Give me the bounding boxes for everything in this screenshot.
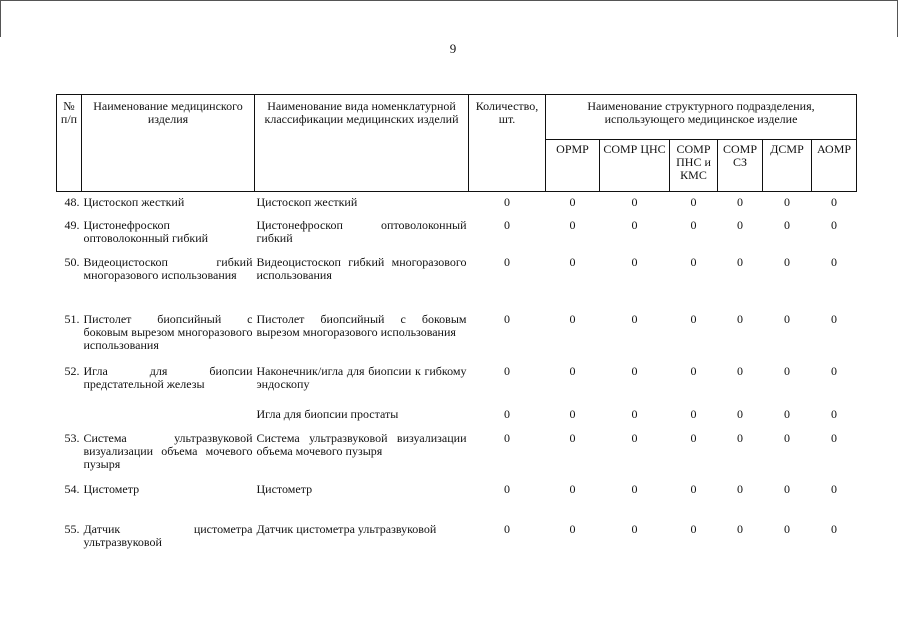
table-row [57,215,857,252]
nomenclature-name: Цистоскоп жесткий [256,195,358,209]
header-division: АОМР [812,140,857,192]
division-value: 0 [831,254,837,269]
row-number: 52. [64,363,80,378]
header-division: ОРМР [546,140,600,192]
division-value: 0 [690,406,697,421]
division-value: 0 [690,481,697,496]
division-value: 0 [569,363,576,378]
table-row [57,309,857,361]
division-value: 0 [737,311,743,326]
page-number: 9 [449,41,457,56]
division-value: 0 [831,521,837,536]
table-body [57,192,857,559]
nomenclature-name: Наконечник/игла для биопсии к гибкому эндоскопу [256,363,467,391]
division-value: 0 [831,311,837,326]
division-value: 0 [569,481,576,496]
row-number: 50. [64,254,80,269]
device-name: Игла для биопсии предстательной железы [83,363,253,391]
row-number: 51. [64,311,80,326]
table-row [57,519,857,559]
header-quantity: Количество, шт. [469,95,546,192]
division-value: 0 [631,217,638,232]
division-value: 0 [784,406,790,421]
division-value: 0 [737,521,743,536]
division-value: 0 [784,217,790,232]
division-value: 0 [737,254,743,269]
quantity-value: 0 [504,195,510,209]
division-value: 0 [690,217,697,232]
division-value: 0 [690,363,697,378]
header-num: № п/п [57,95,82,192]
division-value: 0 [631,481,638,496]
device-name: Цистонефроскоп оптоволоконный гибкий [83,217,209,245]
division-value: 0 [569,406,576,421]
quantity-value: 0 [504,254,510,269]
table-row [57,479,857,519]
header-row [57,95,857,140]
header-division: СОМР СЗ [718,140,763,192]
division-value: 0 [831,481,837,496]
equipment-table [56,94,857,559]
division-value: 0 [831,430,837,445]
quantity-value: 0 [504,481,510,496]
division-value: 0 [690,430,697,445]
division-value: 0 [690,521,697,536]
division-value: 0 [569,254,576,269]
header-division: ДСМР [763,140,812,192]
division-value: 0 [784,254,790,269]
row-number: 48. [64,195,80,209]
device-name: Датчик цистометра ультразвуковой [83,521,253,549]
row-number: 53. [64,430,80,445]
division-value: 0 [631,254,638,269]
scan-border [0,0,898,37]
table-row [57,192,857,215]
division-value: 0 [631,311,638,326]
nomenclature-name: Игла для биопсии простаты [256,406,399,421]
device-name: Система ультразвуковой визуализации объема мочевого пузыря [83,430,253,471]
header-device-name: Наименование медицинского изделия [82,95,255,192]
division-value: 0 [690,254,697,269]
division-value: 0 [690,311,697,326]
table-row [57,428,857,479]
row-number: 55. [64,521,80,536]
division-value: 0 [784,311,790,326]
division-value: 0 [569,195,576,209]
header-division: СОМР ЦНС [600,140,670,192]
division-value: 0 [631,363,638,378]
device-name: Цистоскоп жесткий [83,195,185,209]
row-number: 54. [64,481,80,496]
table-row [57,404,857,428]
row-number: 49. [64,217,80,232]
nomenclature-name: Видеоцистоскоп гибкий многоразового использования [256,254,467,282]
division-value: 0 [631,195,638,209]
division-value: 0 [784,481,790,496]
quantity-value: 0 [504,521,510,536]
division-value: 0 [737,217,743,232]
division-value: 0 [737,430,743,445]
nomenclature-name: Цистонефроскоп оптоволоконный гибкий [256,217,467,245]
nomenclature-name: Датчик цистометра ультразвуковой [256,521,437,536]
nomenclature-name: Цистометр [256,481,313,496]
nomenclature-name: Система ультразвуковой визуализации объема мочевого пузыря [256,430,467,458]
division-value: 0 [631,521,638,536]
header-division: СОМР ПНС и КМС [670,140,718,192]
division-value: 0 [569,311,576,326]
nomenclature-name: Пистолет биопсийный с боковым вырезом многоразового использования [256,311,467,339]
header-nomenclature-name: Наименование вида номенклатурной классификации медицинских изделий [255,95,469,192]
quantity-value: 0 [504,363,510,378]
table-row [57,252,857,309]
division-value: 0 [631,430,638,445]
division-value: 0 [831,406,837,421]
division-value: 0 [631,406,638,421]
division-value: 0 [690,195,697,209]
device-name [82,404,255,428]
division-value: 0 [784,430,790,445]
division-value: 0 [784,363,790,378]
device-name: Цистометр [83,481,140,496]
division-value: 0 [737,363,743,378]
division-value: 0 [831,217,837,232]
division-value: 0 [831,195,837,209]
division-value: 0 [569,521,576,536]
division-value: 0 [569,430,576,445]
division-value: 0 [569,217,576,232]
row-number [57,404,82,428]
division-value: 0 [737,406,743,421]
quantity-value: 0 [504,430,510,445]
quantity-value: 0 [504,311,510,326]
division-value: 0 [784,195,790,209]
division-value: 0 [831,363,837,378]
quantity-value: 0 [504,217,510,232]
device-name: Видеоцистоскоп гибкий многоразового использования [83,254,253,282]
header-division-group: Наименование структурного подразделения, использующего медицинское изделие [546,95,857,140]
device-name: Пистолет биопсийный с боковым вырезом многоразового использования [83,311,253,352]
division-value: 0 [737,195,743,209]
division-value: 0 [737,481,743,496]
division-value: 0 [784,521,790,536]
table-row [57,361,857,404]
quantity-value: 0 [504,406,510,421]
